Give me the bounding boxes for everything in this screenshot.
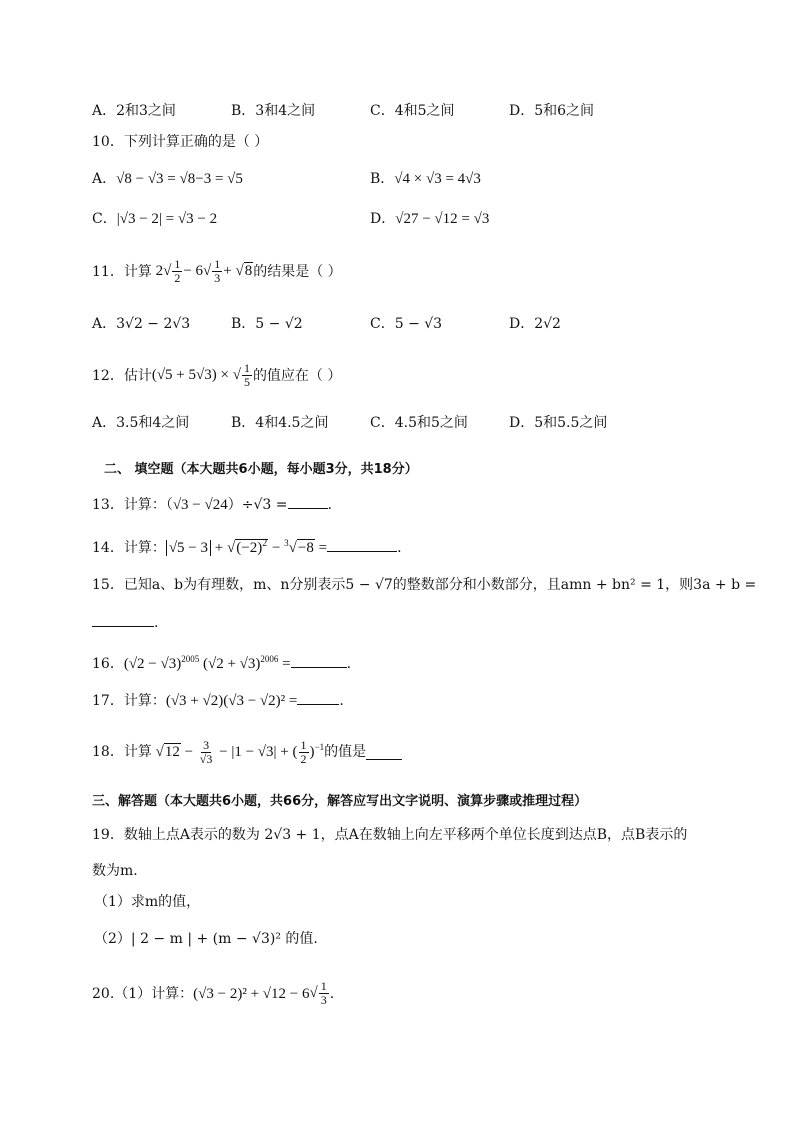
q12-option-d: D．5和5.5之间 <box>509 415 608 431</box>
q11-stem: 11．计算 2√ $\frac{1}{2}$ − 6√ $\frac{1}{3}$ + √8 的结果是（ ） <box>92 257 342 285</box>
q13: 13．计算：（√3 − √24）÷√3 = . <box>92 494 332 514</box>
q11-option-d: D．2√2 <box>509 316 561 332</box>
answer-blank <box>92 612 154 627</box>
q20: 20.（1）计算： (√3 − 2)² + √12 − 6 √ $\frac{1}{3}$ . <box>92 979 335 1007</box>
q9-option-b: B．3和4之间 <box>231 103 316 119</box>
q19-line1: 19．数轴上点A表示的数为 2√3 + 1，点A在数轴上向左平移两个单位长度到达点B，点B表示的 <box>92 827 688 843</box>
answer-blank <box>288 494 328 509</box>
q15-line1: 15．已知a、b为有理数，m、n分别表示5 − √7的整数部分和小数部分，且amn + bn² = 1，则3a + b = <box>92 577 757 593</box>
q19-sub2: （2）| 2 − m | + (m − √3)² 的值. <box>94 931 318 947</box>
q19-sub1: （1）求m的值， <box>94 894 201 910</box>
q17: 17．计算：(√3 + √2)(√3 − √2)² = . <box>92 690 344 710</box>
q11-option-b: B．5 − √2 <box>231 316 303 332</box>
section-3-heading: 三、解答题（本大题共6小题，共66分，解答应写出文字说明、演算步骤或推理过程） <box>92 794 588 809</box>
q15-line2: . <box>92 612 158 632</box>
q12-option-a: A．3.5和4之间 <box>92 415 190 431</box>
q12-expression: (√5 + 5√3) × √ $\frac{1}{5}$ <box>151 361 250 389</box>
q11-expression: 2√ $\frac{1}{2}$ − 6√ $\frac{1}{3}$ + √8 <box>151 257 253 285</box>
q9-option-a: A．2和3之间 <box>92 103 176 119</box>
q18-expression: √12 − $\frac{3}{√3}$ − |1 − √3| + ( $\frac{1}{2}$ )$^{-1}$ <box>151 738 325 767</box>
q10-option-d: D．√27 − √12 = √3 <box>370 211 490 227</box>
q10-option-c: C．|√3 − 2| = √3 − 2 <box>92 211 218 227</box>
q16-expression: $(√2 - √3)^{2005}$ $(√2 + √3)^{2006}$ = <box>123 654 291 672</box>
q16: 16．$(√2 - √3)^{2005}$ $(√2 + √3)^{2006}$ = . <box>92 654 352 672</box>
q12-option-c: C．4.5和5之间 <box>370 415 468 431</box>
q18: 18．计算 √12 − $\frac{3}{√3}$ − |1 − √3| + ( $\frac{1}{2}$ )$^{-1}$ 的值是 <box>92 738 402 766</box>
q10-option-b: B．√4 × √3 = 4√3 <box>370 171 481 187</box>
answer-blank <box>366 745 402 760</box>
q9-option-d: D．5和6之间 <box>509 103 595 119</box>
q11-option-c: C．5 − √3 <box>370 316 443 332</box>
q19-line2: 数为m. <box>92 863 138 879</box>
q14: 14．计算： $√5 - 3 + √(-2)^2 - ^3√-8$ = . <box>92 538 402 556</box>
q12-stem: 12．估计 (√5 + 5√3) × √ $\frac{1}{5}$ 的值应在（ ） <box>92 361 342 389</box>
section-2-heading: 二、 填空题（本大题共6小题，每小题3分，共18分） <box>104 462 418 477</box>
answer-blank <box>291 653 347 668</box>
q12-option-b: B．4和4.5之间 <box>231 415 329 431</box>
q11-option-a: A．3√2 − 2√3 <box>92 316 191 332</box>
q9-option-c: C．4和5之间 <box>370 103 455 119</box>
q14-expression: $√5 - 3 + √(-2)^2 - ^3√-8$ = <box>166 540 327 556</box>
q10-stem: 10．下列计算正确的是（ ） <box>92 134 269 150</box>
q10-option-a: A．√8 − √3 = √8−3 = √5 <box>92 171 243 187</box>
answer-blank <box>297 690 339 705</box>
answer-blank <box>327 537 397 552</box>
